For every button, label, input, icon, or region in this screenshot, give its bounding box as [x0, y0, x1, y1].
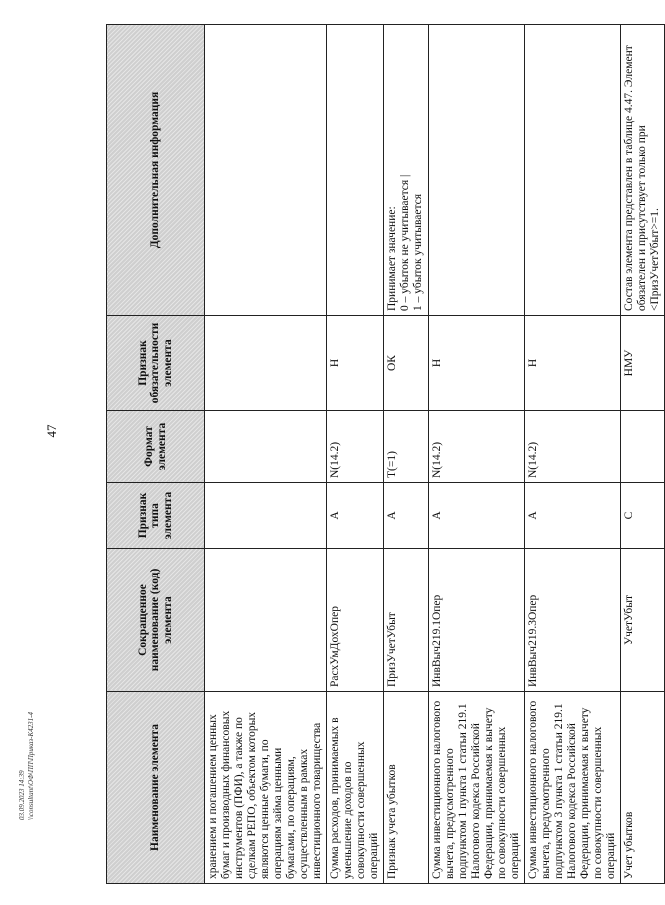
cell-type: А [525, 483, 621, 549]
cell-format [621, 411, 665, 483]
print-footer [18, 620, 36, 820]
page-number: 47 [44, 424, 59, 438]
table-row [429, 25, 525, 884]
cell-code: ПризУчетУбыт [384, 549, 429, 692]
cell-required [205, 316, 327, 411]
table-row [205, 25, 327, 884]
cell-name: Сумма инвестиционного налогового вычета, предусмотренного подпунктом 1 пункта 1 статьи 219.1 Налогового кодекса Российской Федерации, принимаемая к вычету по совокупности совершенных операций [429, 692, 525, 884]
cell-required: Н [429, 316, 525, 411]
cell-format: Т(=1) [384, 411, 429, 483]
cell-type [205, 483, 327, 549]
cell-info: Принимает значение: 0 – убыток не учитывается | 1 – убыток учитывается [384, 25, 429, 316]
cell-name: Признак учета убытков [384, 692, 429, 884]
cell-format: N(14.2) [429, 411, 525, 483]
header-name: Наименование элемента [107, 692, 205, 884]
header-code: Сокращенное наименование (код) элемента [107, 549, 205, 692]
cell-name: Сумма инвестиционного налогового вычета, предусмотренного подпунктом 3 пункта 1 статьи 219.1 Налогового кодекса Российской Федерации, принимаемая к вычету по совокупности совершенных операций [525, 692, 621, 884]
cell-required: ОК [384, 316, 429, 411]
header-format: Формат элемента [107, 411, 205, 483]
rotated-table [106, 25, 661, 884]
table-row [327, 25, 384, 884]
table-header-row [107, 25, 205, 884]
cell-info [525, 25, 621, 316]
cell-info: Состав элемента представлен в таблице 4.47. Элемент обязателен и присутствует только при <ПризУчетУбыт>=1. [621, 25, 665, 316]
cell-info [327, 25, 384, 316]
cell-code: УчетУбыт [621, 549, 665, 692]
table-row [384, 25, 429, 884]
table-row [525, 25, 621, 884]
table-row [621, 25, 665, 884]
cell-format: N(14.2) [525, 411, 621, 483]
cell-required: НМУ [621, 316, 665, 411]
header-required: Признак обязательности элемента [107, 316, 205, 411]
cell-type: А [384, 483, 429, 549]
cell-name: хранением и погашением ценных бумаг и производных финансовых инструментов (ПФИ), а также по сделкам РЕПО, объектом которых являются ценные бумаги, по операциям займа ценными бумагами, по операциям, осуществленным в рамках инвестиционного товарищества [205, 692, 327, 884]
cell-info [429, 25, 525, 316]
cell-type: А [327, 483, 384, 549]
footer-timestamp: 03.09.2023 14:39 [18, 770, 26, 820]
cell-code: ИнвВыч219.1Опер [429, 549, 525, 692]
cell-format: N(14.2) [327, 411, 384, 483]
cell-required: Н [525, 316, 621, 411]
footer-path: \\consultant\ОФ\ПП\Приказ-К4231-4 [27, 712, 35, 820]
cell-type: С [621, 483, 665, 549]
header-type: Признак типа элемента [107, 483, 205, 549]
cell-info [205, 25, 327, 316]
cell-format [205, 411, 327, 483]
cell-code: ИнвВыч219.3Опер [525, 549, 621, 692]
cell-code: РасхУмДохОпер [327, 549, 384, 692]
cell-name: Сумма расходов, принимаемых в уменьшение доходов по совокупности совершенных операций [327, 692, 384, 884]
element-table [106, 24, 665, 884]
header-info: Дополнительная информация [107, 25, 205, 316]
cell-name: Учет убытков [621, 692, 665, 884]
cell-required: Н [327, 316, 384, 411]
cell-type: А [429, 483, 525, 549]
cell-code [205, 549, 327, 692]
